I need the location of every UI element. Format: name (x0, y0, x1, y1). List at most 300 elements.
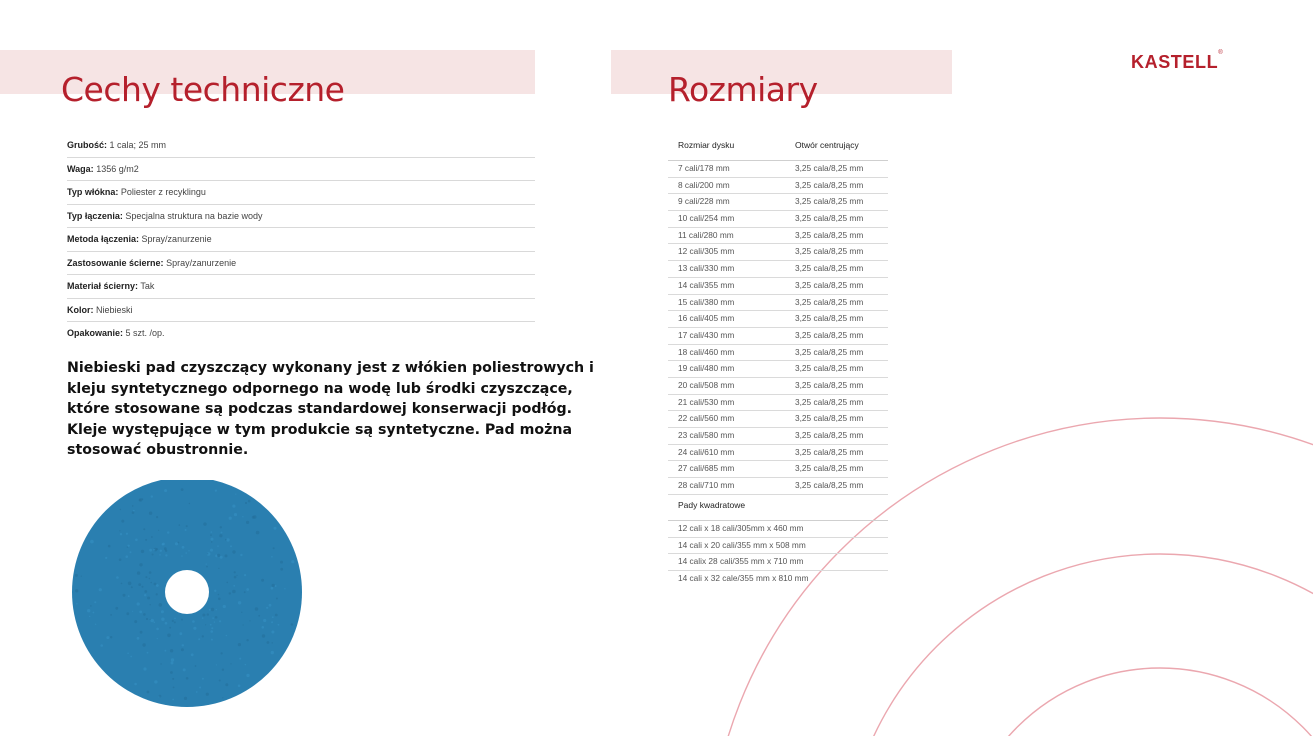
pad-texture-dot (225, 554, 228, 557)
table-row (668, 411, 888, 428)
pad-texture-dot (210, 534, 212, 536)
pad-texture-dot (165, 550, 167, 552)
pad-texture-dot (171, 658, 174, 661)
pad-texture-dot (185, 552, 187, 554)
pad-texture-dot (238, 601, 241, 604)
pad-texture-dot (211, 538, 214, 541)
pad-texture-dot (269, 604, 272, 607)
pad-texture-dot (232, 550, 235, 553)
pad-texture-dot (246, 521, 249, 524)
pad-texture-dot (189, 503, 190, 504)
pad-texture-dot (272, 616, 274, 618)
pad-texture-dot (181, 488, 184, 491)
pad-texture-dot (218, 598, 221, 601)
pad-texture-dot (159, 695, 162, 698)
pad-texture-dot (211, 639, 213, 641)
pad-texture-dot (137, 637, 140, 640)
pad-texture-dot (202, 617, 204, 619)
center-hole-cell: 3,25 cala/8,25 mm (795, 446, 864, 457)
pad-texture-dot (240, 554, 242, 556)
pad-texture-dot (267, 641, 270, 644)
spec-label: Materiał ścierny: (67, 281, 139, 291)
pad-texture-dot (134, 683, 137, 686)
disc-size-cell: 15 cali/380 mm (678, 296, 735, 307)
pad-texture-dot (183, 668, 186, 671)
pad-texture-dot (209, 609, 211, 611)
square-pads-title: Pady kwadratowe (668, 496, 888, 521)
pad-texture-dot (169, 627, 171, 629)
pad-texture-dot (291, 560, 294, 563)
pad-texture-dot (175, 542, 178, 545)
spec-label: Waga: (67, 163, 94, 174)
pad-texture-dot (210, 624, 212, 626)
pad-texture-dot (186, 677, 189, 680)
pad-texture-dot (275, 585, 277, 587)
pad-texture-dot (230, 545, 232, 547)
pad-texture-dot (193, 627, 196, 630)
pad-texture-dot (206, 566, 208, 568)
pad-texture-dot (161, 618, 164, 621)
spec-value: 5 szt. /op. (125, 328, 165, 338)
pad-texture-dot (263, 619, 266, 622)
spec-label: Kolor: (67, 304, 94, 315)
pad-texture-dot (172, 678, 174, 680)
center-hole-cell: 3,25 cala/8,25 mm (795, 413, 864, 424)
center-hole-cell: 3,25 cala/8,25 mm (795, 396, 864, 407)
pad-texture-dot (151, 495, 153, 497)
pad-texture-dot (238, 643, 241, 646)
pad-texture-dot (121, 520, 124, 523)
spec-label: Typ łączenia: (67, 210, 123, 221)
pad-texture-dot (221, 532, 223, 534)
pad-texture-dot (106, 636, 109, 639)
pad-texture-dot (165, 554, 167, 556)
pad-texture-dot (218, 568, 219, 569)
pad-texture-dot (179, 632, 182, 635)
spec-row (67, 322, 535, 345)
center-hole-cell: 3,25 cala/8,25 mm (795, 463, 864, 474)
pad-texture-dot (191, 653, 194, 656)
pad-texture-dot (173, 687, 175, 689)
pad-texture-dot (185, 529, 187, 531)
center-hole-cell: 3,25 cala/8,25 mm (795, 296, 864, 307)
pad-texture-dot (147, 597, 150, 600)
pad-texture-dot (244, 591, 246, 593)
logo-registered-mark: ® (1218, 50, 1223, 56)
spec-label: Grubość: (67, 140, 108, 150)
pad-texture-dot (215, 490, 217, 492)
pad-texture-dot (128, 595, 130, 597)
pad-texture-dot (145, 539, 147, 541)
pad-texture-dot (139, 563, 142, 566)
pad-texture-dot (179, 524, 181, 526)
pad-texture-dot (162, 543, 165, 546)
pad-texture-dot (119, 530, 120, 531)
pad-texture-dot (144, 590, 147, 593)
header-center-hole: Otwór centrujący (795, 140, 859, 150)
disc-size-cell: 23 cali/580 mm (678, 430, 735, 440)
pad-texture-dot (217, 554, 220, 557)
pad-texture-dot (280, 561, 283, 564)
pad-texture-dot (217, 545, 219, 547)
pad-texture-dot (219, 680, 221, 682)
pad-texture-dot (154, 680, 157, 683)
pad-texture-dot (226, 582, 228, 584)
pad-texture-dot (272, 642, 273, 643)
pad-texture-dot (149, 578, 151, 580)
pad-texture-dot (181, 648, 184, 651)
pad-texture-dot (75, 589, 78, 592)
pad-texture-dot (271, 621, 273, 623)
spec-label: Typ włókna: (67, 187, 119, 197)
table-row (668, 194, 888, 211)
product-description: Niebieski pad czyszczący wykonany jest z włókien poliestrowych i kleju syntetycznego odpornego na wodę lub środki czyszczące, które stosowane są podczas standardowej konserwacji podłóg. Kleje występujące w tym produkcie są syntetyczne. Pad można stosować obustronnie. (67, 360, 594, 458)
pad-texture-dot (205, 624, 206, 625)
disc-size-cell: 12 cali/305 mm (678, 246, 735, 257)
spec-value: 1356 g/m2 (96, 163, 139, 174)
pad-texture-dot (154, 622, 156, 624)
pad-texture-dot (291, 623, 293, 625)
pad-texture-dot (174, 621, 176, 623)
pad-texture-dot (151, 536, 153, 538)
pad-texture-dot (132, 505, 134, 507)
spec-label: Zastosowanie ścierne: (67, 257, 164, 268)
brand-logo[interactable] (1131, 52, 1223, 73)
pad-texture-dot (271, 587, 274, 590)
pad-texture-dot (137, 571, 140, 574)
pad-texture-dot (121, 583, 123, 585)
pad-texture-dot (245, 502, 247, 504)
pad-texture-dot (202, 678, 204, 680)
pad-texture-dot (95, 624, 96, 625)
spec-value: Specjalna struktura na bazie wody (125, 210, 263, 221)
disc-size-cell: 10 cali/254 mm (678, 213, 735, 224)
pad-texture-dot (284, 588, 285, 589)
pad-texture-dot (225, 683, 228, 686)
pad-texture-dot (75, 574, 78, 577)
pad-texture-dot (154, 583, 157, 586)
pad-texture-dot (262, 634, 265, 637)
disc-size-cell: 13 cali/330 mm (678, 263, 735, 274)
pad-texture-dot (90, 540, 94, 544)
pad-texture-dot (141, 550, 144, 553)
disc-size-cell: 19 cali/480 mm (678, 363, 735, 374)
pad-texture-dot (156, 548, 158, 550)
pad-texture-dot (140, 631, 143, 634)
pad-texture-dot (211, 541, 213, 543)
square-pad-row: 14 cali x 32 cale/355 mm x 810 mm (678, 573, 809, 584)
spec-value: 1 cala; 25 mm (109, 140, 167, 150)
pad-texture-dot (130, 551, 132, 553)
pad-texture-dot (241, 612, 242, 613)
pad-texture-dot (210, 630, 213, 633)
disc-size-cell: 8 cali/200 mm (678, 179, 730, 190)
pad-texture-dot (94, 601, 96, 603)
pad-texture-dot (132, 511, 135, 514)
pad-texture-dot (135, 539, 138, 542)
pad-texture-dot (245, 664, 246, 665)
pad-texture-dot (81, 576, 82, 577)
logo-text: KASTELL (1131, 52, 1219, 72)
pad-texture-dot (153, 549, 155, 551)
pad-texture-dot (275, 614, 278, 617)
pad-texture-dot (119, 558, 122, 561)
table-row (668, 361, 888, 378)
pad-texture-dot (167, 634, 171, 638)
table-row (668, 345, 888, 362)
center-hole-cell: 3,25 cala/8,25 mm (795, 379, 864, 390)
spec-value: Tak (140, 281, 155, 291)
pad-texture-dot (156, 628, 159, 631)
spec-row (67, 158, 535, 182)
center-hole-cell: 3,25 cala/8,25 mm (795, 430, 864, 440)
pad-texture-dot (147, 691, 150, 694)
pad-texture-dot (127, 545, 129, 547)
pad-texture-dot (143, 667, 146, 670)
arc-middle (844, 554, 1313, 736)
pad-texture-dot (181, 619, 183, 621)
table-row (668, 478, 888, 495)
table-row (668, 178, 888, 195)
pad-texture-dot (139, 498, 142, 501)
section-title-sizes: Rozmiary (668, 70, 818, 109)
pad-texture-dot (160, 550, 162, 552)
pad-texture-dot (207, 613, 209, 615)
pad-texture-dot (253, 515, 256, 518)
table-row (668, 211, 888, 228)
pad-texture-dot (108, 545, 111, 548)
pad-texture-dot (230, 663, 231, 664)
spec-row (67, 228, 535, 252)
disc-size-cell: 14 cali/355 mm (678, 279, 735, 290)
spec-row (67, 252, 535, 276)
disc-size-cell: 21 cali/530 mm (678, 396, 735, 407)
pad-texture-dot (246, 674, 249, 677)
pad-texture-dot (234, 571, 236, 573)
pad-texture-dot (105, 557, 107, 559)
pad-texture-dot (223, 605, 226, 608)
pad-texture-dot (196, 691, 198, 693)
pad-texture-dot (256, 531, 260, 535)
pad-texture-dot (126, 612, 129, 615)
disc-size-cell: 17 cali/430 mm (678, 329, 735, 340)
pad-texture-dot (120, 509, 121, 510)
pad-texture-dot (274, 527, 277, 530)
spec-row (67, 205, 535, 229)
pad-texture-dot (131, 586, 133, 588)
pad-texture-dot (110, 636, 112, 638)
pad-texture-dot (226, 635, 228, 637)
pad-texture-dot (165, 622, 168, 625)
center-hole-cell: 3,25 cala/8,25 mm (795, 179, 864, 190)
pad-texture-dot (150, 582, 152, 584)
pad-texture-dot (144, 594, 146, 596)
pad-texture-dot (143, 613, 146, 616)
pad-texture-dot (139, 611, 142, 614)
pad-texture-dot (138, 583, 141, 586)
pad-texture-dot (261, 579, 264, 582)
pad-texture-dot (215, 616, 218, 619)
pad-texture-dot (222, 697, 223, 698)
pad-texture-dot (211, 627, 213, 629)
table-row (668, 161, 888, 178)
arc-inner (958, 668, 1313, 736)
pad-texture-dot (157, 638, 158, 639)
pad-texture-dot (100, 644, 103, 647)
pad-texture-dot (246, 639, 248, 641)
pad-texture-dot (235, 494, 236, 495)
center-hole-cell: 3,25 cala/8,25 mm (795, 480, 864, 491)
pad-texture-dot (171, 662, 174, 665)
disc-size-cell: 16 cali/405 mm (678, 313, 735, 324)
pad-texture-dot (202, 635, 204, 637)
pad-texture-dot (226, 538, 229, 541)
blue-pad-image (72, 480, 304, 712)
pad-texture-dot (188, 550, 189, 551)
pad-texture-dot (161, 610, 164, 613)
pad-texture-dot (165, 650, 167, 652)
pad-texture-dot (207, 553, 208, 554)
pad-texture-dot (220, 556, 223, 559)
pad-texture-dot (128, 582, 132, 586)
pad-texture-dot (137, 602, 140, 605)
pad-texture-dot (156, 593, 158, 595)
pad-texture-dot (126, 555, 129, 558)
pad-texture-dot (229, 592, 231, 594)
pad-texture-dot (238, 685, 241, 688)
spec-row (67, 299, 535, 323)
pad-texture-dot (266, 607, 268, 609)
pad-texture-dot (271, 556, 273, 558)
pad-texture-dot (172, 699, 174, 701)
table-row (668, 228, 888, 245)
spec-row (67, 275, 535, 299)
pad-texture-dot (172, 620, 174, 622)
pad-texture-dot (89, 616, 90, 617)
pad-texture-dot (150, 619, 154, 623)
square-pads-body (668, 521, 888, 587)
pad-texture-dot (232, 590, 236, 594)
pad-texture-dot (258, 615, 260, 617)
pad-texture-dot (243, 624, 244, 625)
pad-texture-dot (212, 617, 214, 619)
pad-texture-dot (156, 584, 159, 587)
pad-texture-dot (90, 605, 92, 607)
table-row (668, 395, 888, 412)
pad-texture-dot (216, 609, 217, 610)
pad-texture-dot (246, 588, 249, 591)
pad-texture-dot (115, 607, 118, 610)
pad-texture-dot (134, 620, 137, 623)
spec-value: Spray/zanurzenie (166, 257, 237, 268)
disc-size-cell: 9 cali/228 mm (678, 196, 730, 207)
pad-texture-dot (149, 571, 152, 574)
pad-texture-dot (255, 607, 259, 611)
pad-texture-dot (206, 693, 209, 696)
center-hole-cell: 3,25 cala/8,25 mm (795, 163, 864, 173)
pad-texture-dot (219, 620, 221, 622)
pad-texture-dot (142, 586, 144, 588)
header-disc-size: Rozmiar dysku (678, 140, 735, 150)
pad-texture-dot (199, 687, 201, 689)
pad-texture-dot (149, 512, 152, 515)
pad-texture-dot (174, 618, 176, 620)
pad-texture-dot (198, 638, 200, 640)
pad-texture-dot (182, 644, 184, 646)
pad-texture-dot (203, 522, 206, 525)
pad-texture-dot (147, 652, 149, 654)
disc-size-cell: 24 cali/610 mm (678, 446, 735, 457)
pad-texture-dot (218, 594, 220, 596)
pad-texture-dot (236, 575, 237, 576)
sizes-table-body (668, 161, 888, 495)
spec-row (67, 134, 535, 158)
pad-texture-dot (232, 505, 235, 508)
pad-texture-dot (145, 576, 147, 578)
pad-texture-dot (272, 584, 275, 587)
pad-texture-dot (152, 554, 154, 556)
center-hole-cell: 3,25 cala/8,25 mm (795, 346, 864, 357)
disc-size-cell: 7 cali/178 mm (678, 163, 730, 173)
pad-texture-dot (276, 598, 278, 600)
pad-texture-dot (167, 531, 169, 533)
pad-texture-dot (192, 620, 195, 623)
pad-texture-dot (181, 555, 183, 557)
table-row (668, 445, 888, 462)
pad-texture-dot (159, 603, 163, 607)
pad-texture-dot (219, 534, 222, 537)
specs-list (67, 134, 535, 345)
pad-texture-dot (99, 588, 102, 591)
center-hole-cell: 3,25 cala/8,25 mm (795, 246, 864, 257)
square-pad-row: 14 calix 28 cali/355 mm x 710 mm (668, 554, 888, 571)
disc-size-cell: 22 cali/560 mm (678, 413, 735, 424)
square-pad-row: 12 cali x 18 cali/305mm x 460 mm (668, 521, 888, 538)
table-row (668, 378, 888, 395)
pad-texture-dot (123, 594, 126, 597)
pad-texture-dot (150, 604, 151, 605)
pad-texture-dot (249, 620, 250, 621)
pad-texture-dot (234, 576, 237, 579)
pad-texture-dot (225, 539, 227, 541)
pad-center-hole (165, 570, 209, 614)
pad-texture-dot (248, 500, 251, 503)
spec-label: Opakowanie: (67, 328, 124, 338)
center-hole-cell: 3,25 cala/8,25 mm (795, 279, 864, 290)
pad-texture-dot (184, 697, 187, 700)
pad-texture-dot (242, 516, 243, 517)
pad-texture-dot (271, 651, 274, 654)
pad-texture-dot (278, 624, 280, 626)
pad-texture-dot (214, 621, 215, 622)
pad-texture-dot (143, 528, 145, 530)
pad-texture-dot (220, 526, 222, 528)
pad-texture-dot (211, 531, 213, 533)
pad-texture-dot (233, 585, 235, 587)
table-row (668, 461, 888, 478)
pad-texture-dot (149, 549, 152, 552)
sizes-table (668, 134, 888, 495)
center-hole-cell: 3,25 cala/8,25 mm (795, 313, 864, 324)
pad-texture-dot (239, 658, 241, 660)
pad-texture-dot (158, 530, 159, 531)
pad-texture-dot (87, 609, 90, 612)
square-pad-row: 14 cali x 20 cali/355 mm x 508 mm (668, 538, 888, 555)
table-row (668, 261, 888, 278)
pad-texture-dot (182, 546, 185, 549)
pad-texture-dot (127, 653, 129, 655)
pad-texture-dot (244, 574, 246, 576)
